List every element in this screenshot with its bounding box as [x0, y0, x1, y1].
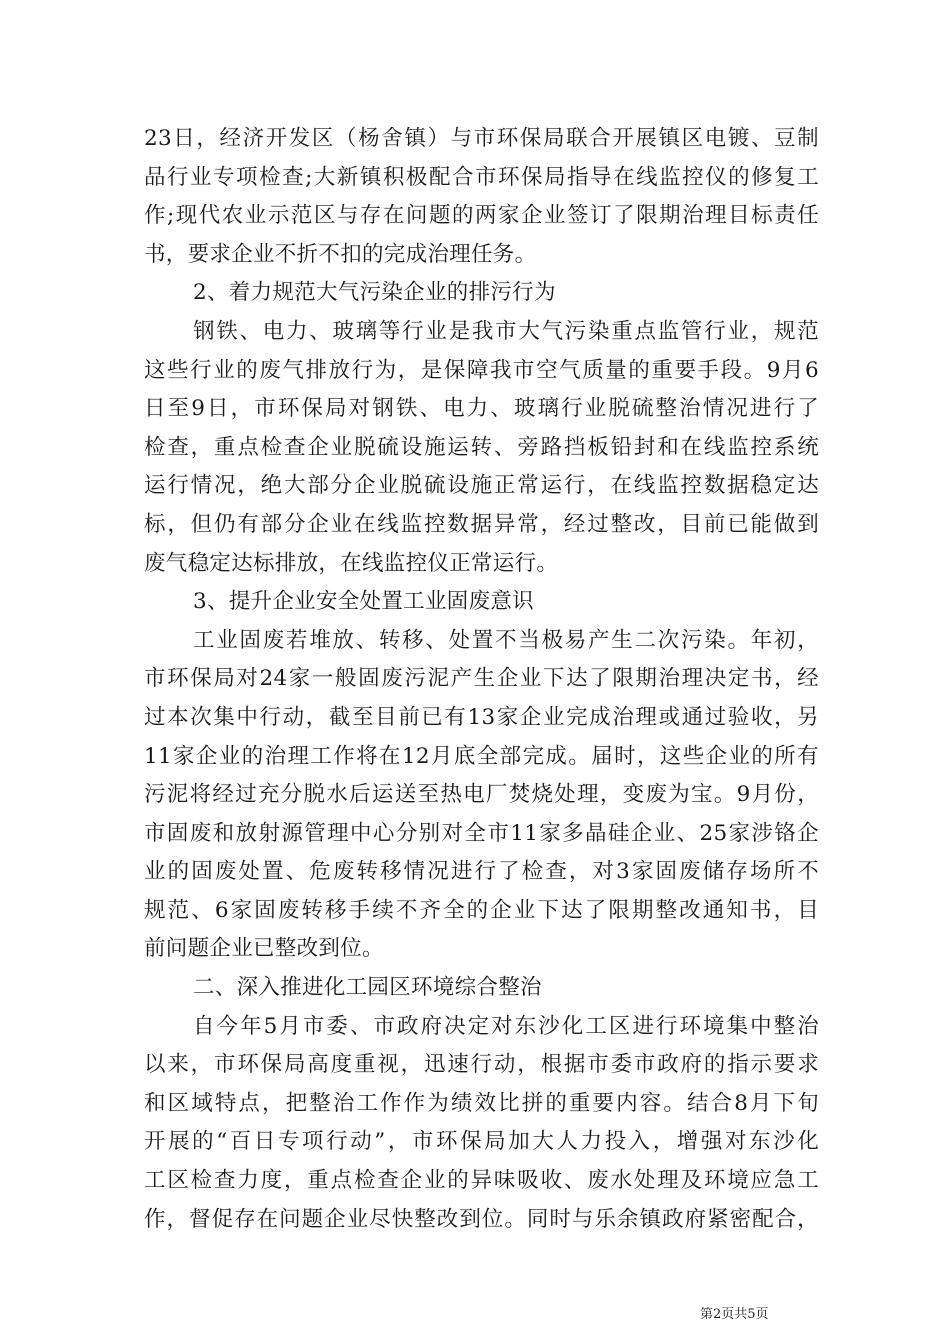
text-line: 作，督促存在问题企业尽快整改到位。同时与乐余镇政府紧密配合，	[144, 1206, 819, 1232]
section-heading: 2、着力规范大气污染企业的排污行为	[193, 280, 556, 306]
text-line: 开展的“百日专项行动”，市环保局加大人力投入，增强对东沙化	[144, 1129, 819, 1155]
text-line: 业的固废处置、危废转移情况进行了检查，对3家固废储存场所不	[144, 859, 819, 885]
text-line: 工区检查力度，重点检查企业的异味吸收、废水处理及环境应急工	[144, 1168, 819, 1194]
paragraph-first-line: 自今年5月市委、市政府决定对东沙化工区进行环境集中整治	[193, 1013, 819, 1039]
page-number: 第2页共5页	[700, 1307, 769, 1322]
section-heading: 二、深入推进化工园区环境综合整治	[193, 975, 542, 1001]
text-line: 23日，经济开发区（杨舍镇）与市环保局联合开展镇区电镀、豆制	[144, 126, 819, 151]
text-line: 标，但仍有部分企业在线监控数据异常，经过整改，目前已能做到	[144, 511, 819, 537]
document-body	[144, 120, 819, 1239]
text-line: 品行业专项检查;大新镇积极配合市环保局指导在线监控仪的修复工	[144, 164, 819, 190]
text-line: 污泥将经过充分脱水后运送至热电厂焚烧处理，变废为宝。9月份，	[144, 782, 819, 808]
text-line: 11家企业的治理工作将在12月底全部完成。届时，这些企业的所有	[144, 743, 819, 769]
text-line: 书，要求企业不折不扣的完成治理任务。	[144, 241, 537, 267]
text-line: 运行情况，绝大部分企业脱硫设施正常运行，在线监控数据稳定达	[144, 473, 819, 499]
text-line: 作;现代农业示范区与存在问题的两家企业签订了限期治理目标责任	[144, 203, 819, 229]
paragraph-first-line: 工业固废若堆放、转移、处置不当极易产生二次污染。年初，	[193, 627, 819, 653]
text-line: 废气稳定达标排放，在线监控仪正常运行。	[144, 550, 559, 576]
paragraph-first-line: 钢铁、电力、玻璃等行业是我市大气污染重点监管行业，规范	[193, 318, 819, 344]
text-line: 过本次集中行动，截至目前已有13家企业完成治理或通过验收，另	[144, 704, 819, 730]
text-line: 市固废和放射源管理中心分别对全市11家多晶硅企业、25家涉铬企	[144, 820, 819, 846]
text-line: 以来，市环保局高度重视，迅速行动，根据市委市政府的指示要求	[144, 1052, 819, 1078]
text-line: 市环保局对24家一般固废污泥产生企业下达了限期治理决定书，经	[144, 666, 819, 692]
text-line: 日至9日，市环保局对钢铁、电力、玻璃行业脱硫整治情况进行了	[144, 396, 819, 422]
text-line: 规范、6家固废转移手续不齐全的企业下达了限期整改通知书，目	[144, 897, 819, 923]
text-line: 检查，重点检查企业脱硫设施运转、旁路挡板铅封和在线监控系统	[144, 434, 819, 460]
text-line: 这些行业的废气排放行为，是保障我市空气质量的重要手段。9月6	[144, 357, 819, 383]
section-heading: 3、提升企业安全处置工业固废意识	[193, 589, 534, 615]
text-line: 和区域特点，把整治工作作为绩效比拼的重要内容。结合8月下旬	[144, 1090, 819, 1116]
text-line: 前问题企业已整改到位。	[144, 936, 384, 962]
